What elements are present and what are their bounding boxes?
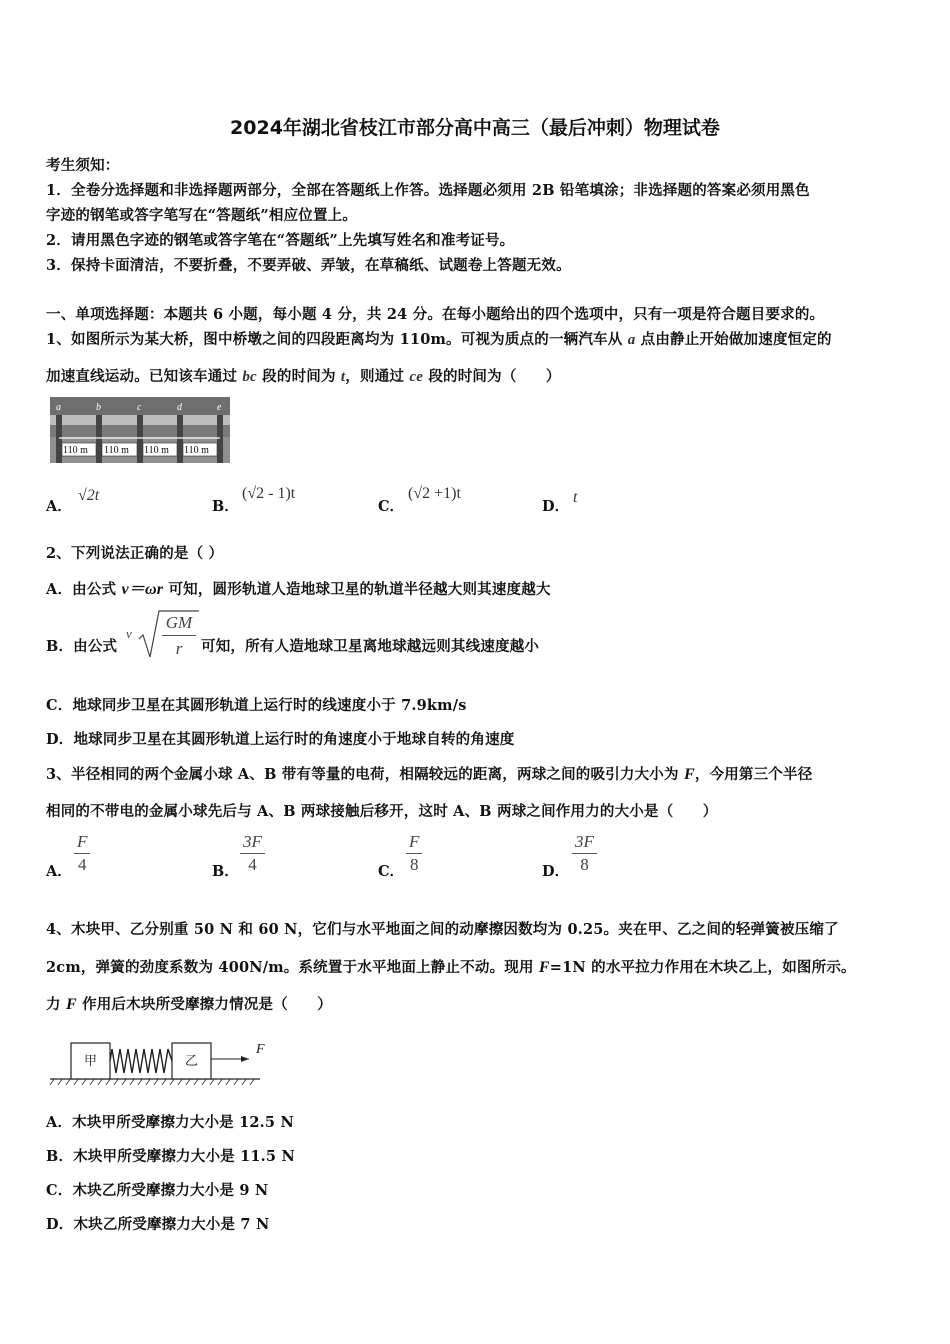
q2-fraction-bar: [162, 635, 196, 636]
q2-option-c: C．地球同步卫星在其圆形轨道上运行时的线速度小于 7.9km/s: [46, 697, 467, 714]
q3-option-c-num: F: [406, 831, 422, 854]
q1-line-2: 加速直线运动。已知该车通过 bc 段的时间为 t，则通过 ce 段的时间为（ ）: [46, 368, 561, 385]
bridge-span-2: 110 m: [104, 445, 129, 456]
q3-option-b-den: 4: [248, 855, 257, 874]
q3-option-a-fraction: [74, 831, 90, 876]
q2-stem: 2、下列说法正确的是（ ）: [46, 545, 224, 562]
q3-option-d-den: 8: [580, 855, 589, 874]
bridge-span-3: 110 m: [144, 445, 169, 456]
q4-option-c: C．木块乙所受摩擦力大小是 9 N: [46, 1182, 269, 1199]
block-jia-label: 甲: [84, 1054, 98, 1069]
q3-option-d-num: 3F: [572, 831, 597, 854]
q2-formula-denominator: r: [175, 639, 183, 658]
q3-option-a-den: 4: [77, 855, 87, 874]
q3-option-c-fraction: [406, 831, 422, 876]
q2-formula-v: v: [126, 626, 132, 641]
bridge-point-e: e: [217, 402, 222, 413]
section-heading: 一、单项选择题：本题共 6 小题，每小题 4 分，共 24 分。在每小题给出的四个选项中，只有一项是符合题目要求的。: [46, 306, 825, 323]
q1-option-a-value: √2t: [78, 487, 100, 504]
q4-line-2: 2cm，弹簧的劲度系数为 400N/m。系统置于水平地面上静止不动。现用 F=1N 的水平拉力作用在木块乙上，如图所示。: [46, 959, 856, 976]
q3-option-a-num: F: [74, 831, 90, 854]
notice-heading: 考生须知：: [46, 157, 120, 174]
bridge-span-4: 110 m: [184, 445, 209, 456]
q1-option-b-label: B．: [212, 498, 239, 515]
q4-option-d: D．木块乙所受摩擦力大小是 7 N: [46, 1216, 270, 1233]
block-yi-label: 乙: [185, 1054, 199, 1069]
q2-option-b-suffix: 可知，所有人造地球卫星离地球越远则其线速度越小: [201, 638, 540, 655]
page-title: 2024年湖北省枝江市部分高中高三（最后冲刺）物理试卷: [230, 117, 720, 139]
bridge-point-a: a: [56, 402, 61, 413]
q1-option-b-value: (√2 - 1)t: [242, 485, 296, 502]
q1-option-c-value: (√2 +1)t: [408, 485, 461, 502]
q4-option-a: A．木块甲所受摩擦力大小是 12.5 N: [46, 1114, 294, 1131]
q4-line-1: 4、木块甲、乙分别重 50 N 和 60 N，它们与水平地面之间的动摩擦因数均为 0.25。夹在甲、乙之间的轻弹簧被压缩了: [46, 921, 839, 938]
q4-option-b: B．木块甲所受摩擦力大小是 11.5 N: [46, 1148, 295, 1165]
q2-option-b-prefix: B．由公式: [46, 638, 118, 655]
bridge-point-b: b: [96, 402, 101, 413]
q3-option-d-label: D．: [542, 863, 570, 880]
bridge-point-c: c: [137, 402, 142, 413]
q3-line-2: 相同的不带电的金属小球先后与 A、B 两球接触后移开，这时 A、B 两球之间作用力的大小是（ ）: [46, 803, 718, 820]
q4-line-3: 力 F 作用后木块所受摩擦力情况是（ ）: [46, 996, 332, 1013]
q3-option-b-fraction: [240, 831, 265, 876]
q3-line-1: 3、半径相同的两个金属小球 A、B 带有等量的电荷，相隔较远的距离，两球之间的吸引力大小为 F，今用第三个半径: [46, 766, 813, 783]
q3-option-c-label: C．: [378, 863, 405, 880]
q3-option-b-num: 3F: [240, 831, 265, 854]
q1-option-a-label: A．: [46, 498, 72, 515]
force-f-label: F: [256, 1042, 265, 1057]
notice-line-3: 3．保持卡面清洁，不要折叠，不要弄破、弄皱，在草稿纸、试题卷上答题无效。: [46, 257, 571, 274]
q3-option-b-label: B．: [212, 863, 239, 880]
q3-option-d-fraction: [572, 831, 597, 876]
q2-option-a: A．由公式 v＝ωr 可知，圆形轨道人造地球卫星的轨道半径越大则其速度越大: [46, 581, 551, 598]
q1-option-c-label: C．: [378, 498, 405, 515]
q2-formula-numerator: GM: [165, 613, 193, 632]
bridge-point-d: d: [177, 402, 182, 413]
q1-line-1: 1、如图所示为某大桥，图中桥墩之间的四段距离均为 110m。可视为质点的一辆汽车从 a 点由静止开始做加速度恒定的: [46, 331, 832, 348]
notice-line-1a: 1．全卷分选择题和非选择题两部分，全部在答题纸上作答。选择题必须用 2B 铅笔填涂；非选择题的答案必须用黑色: [46, 182, 810, 199]
notice-line-2: 2．请用黑色字迹的钢笔或答字笔在“答题纸”上先填写姓名和准考证号。: [46, 232, 515, 249]
bridge-figure: [50, 397, 230, 463]
notice-line-1b: 字迹的钢笔或答字笔写在“答题纸”相应位置上。: [46, 207, 358, 224]
q1-option-d-value: t: [573, 489, 578, 506]
q2-option-d: D．地球同步卫星在其圆形轨道上运行时的角速度小于地球自转的角速度: [46, 731, 515, 748]
q3-option-c-den: 8: [409, 855, 419, 874]
q3-option-a-label: A．: [46, 863, 72, 880]
spring-blocks-figure: [48, 1035, 278, 1090]
q1-option-d-label: D．: [542, 498, 570, 515]
bridge-span-1: 110 m: [63, 445, 88, 456]
